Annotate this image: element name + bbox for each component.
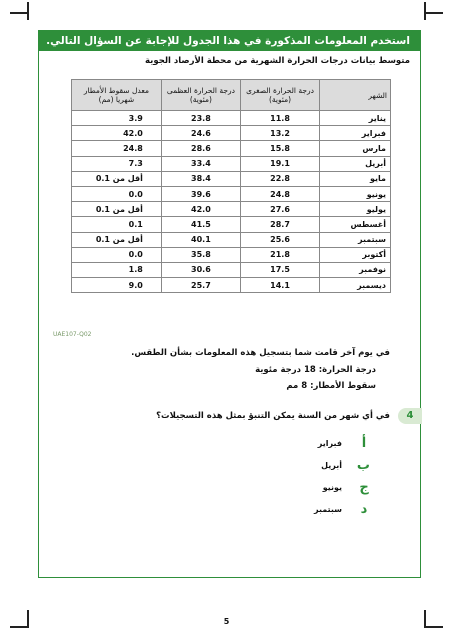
table-header-row [72, 80, 391, 111]
option-d[interactable] [314, 502, 370, 517]
table-body [72, 111, 391, 293]
question-code: UAE107-Q02 [53, 331, 92, 338]
reading-rainfall: سقوط الأمطار: 8 مم [286, 381, 376, 391]
page-number: 5 [223, 617, 230, 626]
table-row [72, 247, 391, 262]
cell-rainfall: 24.8 [72, 141, 162, 156]
cell-max-temp: 24.6 [161, 126, 240, 141]
crop-mark [10, 12, 28, 14]
cell-month: نوفمبر [320, 262, 391, 277]
cell-min-temp: 27.6 [241, 202, 320, 217]
cell-rainfall: أقل من 0.1 [72, 171, 162, 186]
option-a[interactable] [318, 436, 370, 451]
table-row [72, 111, 391, 126]
cell-rainfall: 0.0 [72, 247, 162, 262]
column-header-month: الشهر [320, 80, 391, 111]
cell-min-temp: 15.8 [241, 141, 320, 156]
table-row [72, 141, 391, 156]
table-row [72, 278, 391, 293]
cell-rainfall: 1.8 [72, 262, 162, 277]
cell-rainfall: 0.0 [72, 186, 162, 201]
option-letter: ج [359, 480, 369, 495]
option-b[interactable] [321, 458, 370, 473]
question-prompt: في أي شهر من السنة يمكن التنبؤ بمثل هذه التسجيلات؟ [156, 411, 390, 421]
cell-month: يونيو [320, 186, 391, 201]
option-letter: ب [356, 458, 370, 473]
table-row [72, 156, 391, 171]
option-letter: أ [361, 436, 367, 451]
table-row [72, 202, 391, 217]
cell-min-temp: 21.8 [241, 247, 320, 262]
cell-max-temp: 39.6 [161, 186, 240, 201]
table-row [72, 126, 391, 141]
option-text: يونيو [322, 483, 342, 492]
cell-min-temp: 22.8 [241, 171, 320, 186]
column-header-min-temp: درجة الحرارة الصغرى (مئوية) [241, 80, 320, 111]
option-c[interactable] [323, 480, 370, 495]
cell-month: فبراير [320, 126, 391, 141]
cell-max-temp: 33.4 [161, 156, 240, 171]
column-header-max-temp: درجة الحرارة العظمى (مئوية) [161, 80, 240, 111]
cell-min-temp: 24.8 [241, 186, 320, 201]
table-row [72, 171, 391, 186]
page-frame [38, 30, 421, 578]
cell-max-temp: 42.0 [161, 202, 240, 217]
cell-min-temp: 25.6 [241, 232, 320, 247]
reading-temperature: درجة الحرارة: 18 درجة مئوية [255, 365, 376, 375]
cell-min-temp: 13.2 [241, 126, 320, 141]
cell-month: ديسمبر [320, 278, 391, 293]
cell-rainfall: 9.0 [72, 278, 162, 293]
cell-max-temp: 41.5 [161, 217, 240, 232]
option-text: فبراير [317, 439, 342, 448]
cell-max-temp: 28.6 [161, 141, 240, 156]
cell-min-temp: 17.5 [241, 262, 320, 277]
instruction-banner: استخدم المعلومات المذكورة في هذا الجدول للإجابة عن السؤال التالي. [39, 31, 420, 51]
cell-rainfall: 42.0 [72, 126, 162, 141]
cell-min-temp: 28.7 [241, 217, 320, 232]
cell-max-temp: 38.4 [161, 171, 240, 186]
table-row [72, 262, 391, 277]
cell-max-temp: 40.1 [161, 232, 240, 247]
option-letter: د [360, 502, 368, 517]
cell-min-temp: 11.8 [241, 111, 320, 126]
cell-rainfall: أقل من 0.1 [72, 202, 162, 217]
cell-rainfall: 0.1 [72, 217, 162, 232]
cell-month: سبتمبر [320, 232, 391, 247]
table-row [72, 186, 391, 201]
cell-max-temp: 30.6 [161, 262, 240, 277]
question-number-badge: 4 [398, 408, 422, 424]
cell-rainfall: أقل من 0.1 [72, 232, 162, 247]
cell-month: يوليو [320, 202, 391, 217]
crop-mark [425, 626, 443, 628]
cell-month: يناير [320, 111, 391, 126]
cell-max-temp: 25.7 [161, 278, 240, 293]
crop-mark [10, 626, 28, 628]
cell-max-temp: 23.8 [161, 111, 240, 126]
temperature-table [71, 79, 391, 293]
question-intro: في يوم آخر قامت شما بتسجيل هذه المعلومات بشأن الطقس. [131, 348, 390, 358]
table-title: متوسط بيانات درجات الحرارة الشهرية من محطة الأرصاد الجوية [145, 56, 410, 66]
cell-rainfall: 7.3 [72, 156, 162, 171]
column-header-rainfall: معدل سقوط الأمطار شهريا (مم) [72, 80, 162, 111]
crop-mark [27, 2, 29, 20]
cell-max-temp: 35.8 [161, 247, 240, 262]
cell-min-temp: 14.1 [241, 278, 320, 293]
table-row [72, 217, 391, 232]
cell-min-temp: 19.1 [241, 156, 320, 171]
cell-rainfall: 3.9 [72, 111, 162, 126]
cell-month: مايو [320, 171, 391, 186]
table-row [72, 232, 391, 247]
option-text: سبتمبر [313, 505, 342, 514]
cell-month: أبريل [320, 156, 391, 171]
option-text: أبريل [321, 461, 342, 470]
cell-month: أغسطس [320, 217, 391, 232]
crop-mark [424, 2, 426, 20]
cell-month: مارس [320, 141, 391, 156]
cell-month: أكتوبر [320, 247, 391, 262]
crop-mark [425, 12, 443, 14]
